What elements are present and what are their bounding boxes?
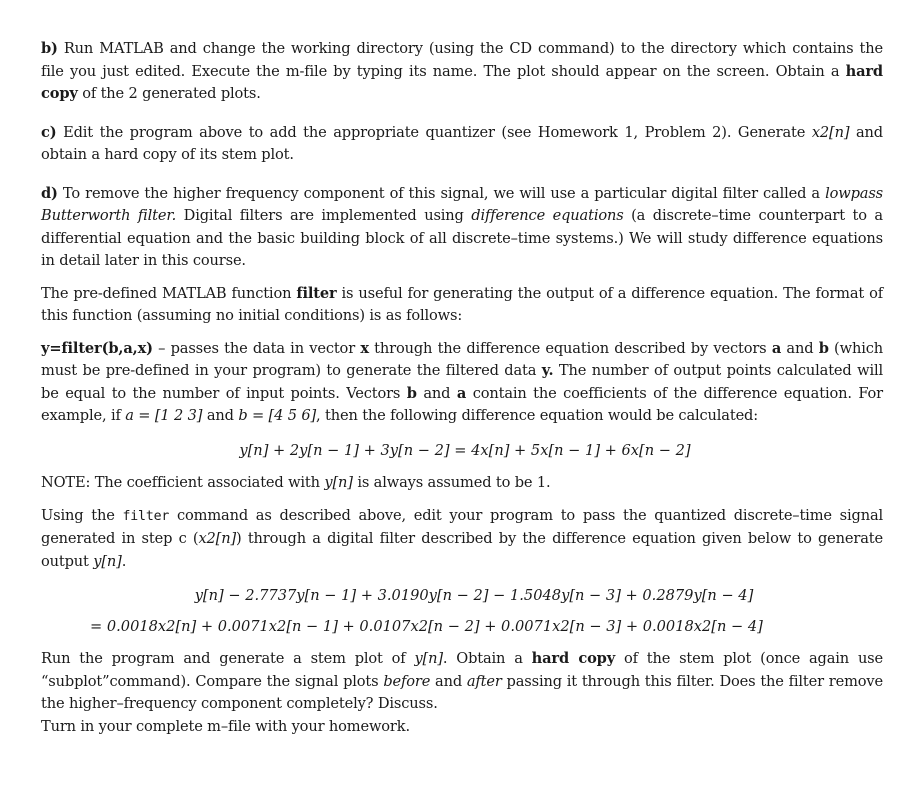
- run-program-paragraph: [41, 648, 883, 716]
- filter-format-paragraph: [41, 338, 883, 428]
- filter-format-text-9: , then the following difference equation would be calculated:: [316, 407, 759, 424]
- example-difference-equation: [41, 440, 883, 463]
- using-text-3: ) through a digital filter described by the difference equation given below to generate output: [41, 530, 883, 570]
- filter-format-bold-6: b: [406, 384, 417, 402]
- using-filter-paragraph: [41, 505, 883, 574]
- run-text-4: and: [430, 672, 467, 690]
- example-equation-text: y[n] + 2y[n − 1] + 3y[n − 2] = 4x[n] + 5x[n − 1] + 6x[n − 2]: [239, 441, 691, 459]
- run-text-1: Run the program and generate a stem plot of: [41, 650, 415, 667]
- note-paragraph: [41, 472, 883, 495]
- filter-format-bold-5: y.: [541, 362, 554, 379]
- filter-format-math-1: a = [1 2 3]: [125, 407, 203, 424]
- filter-intro-bold: filter: [296, 284, 337, 302]
- run-math: y[n]: [414, 650, 443, 667]
- part-d-text-2: Digital filters are implemented using: [176, 207, 472, 224]
- filter-intro-text-1: The pre-defined MATLAB function: [41, 284, 297, 302]
- part-c-text-2: and obtain a hard copy of its stem plot.: [41, 123, 883, 163]
- note-text-1: NOTE: The coefficient associated with: [41, 474, 325, 491]
- filter-format-text-6: and: [416, 384, 457, 402]
- part-b-paragraph: [41, 38, 883, 106]
- filter-intro-text-2: is useful for generating the output of a difference equation. The format of this function (assuming no initial conditions) is as follows:: [41, 284, 883, 324]
- filter-equation-rhs: [41, 616, 883, 639]
- filter-format-text-3: and: [781, 339, 819, 357]
- note-math: y[n]: [324, 474, 353, 491]
- using-code: filter: [122, 508, 170, 524]
- part-b-bold: hard copy: [41, 62, 883, 102]
- run-bold: hard copy: [531, 650, 616, 667]
- part-d-text-3: (a discrete–time counterpart to a differential equation and the basic building block of all discrete–time systems.) We will study difference equations in detail later in this course.: [41, 207, 883, 269]
- filter-format-bold-2: x: [360, 339, 369, 357]
- part-c-label: c): [41, 123, 57, 141]
- filter-format-text-5: The number of output points calculated will be equal to the number of input points. Vectors: [41, 362, 883, 402]
- part-d-italic-2: difference equations: [471, 207, 624, 224]
- filter-format-bold-3: a: [771, 339, 782, 357]
- turn-in-paragraph: Turn in your complete m–file with your homework.: [41, 717, 410, 735]
- filter-format-text-4: (which must be pre-defined in your program) to generate the filtered data: [41, 339, 883, 379]
- part-c-paragraph: [41, 122, 883, 167]
- using-text-1: Using the: [41, 506, 123, 524]
- using-math-1: x2[n]: [198, 530, 236, 547]
- part-d-text-1: To remove the higher frequency component of this signal, we will use a particular digital filter called a: [57, 184, 826, 202]
- run-text-3: of the stem plot (once again use “subplot”command). Compare the signal plots: [41, 650, 884, 690]
- filter-format-bold-7: a: [456, 384, 467, 402]
- filter-format-text-1: – passes the data in vector: [152, 339, 361, 357]
- filter-format-text-8: and: [202, 407, 239, 424]
- using-text-4: .: [121, 552, 127, 570]
- filter-format-bold-4: b: [818, 339, 829, 357]
- filter-equation-rhs-text: = 0.0018x2[n] + 0.0071x2[n − 1] + 0.0107x2[n − 2] + 0.0071x2[n − 3] + 0.0018x2[n − 4]: [90, 617, 763, 635]
- filter-format-bold-1: y=filter(b,a,x): [41, 339, 153, 357]
- run-text-5: passing it through this filter. Does the filter remove the higher–frequency component completely? Discuss.: [41, 672, 883, 712]
- filter-format-text-2: through the difference equation described by vectors: [368, 339, 772, 357]
- part-d-italic-1: lowpass Butterworth filter.: [41, 184, 883, 224]
- filter-format-text-7: contain the coefficients of the difference equation. For example, if: [41, 384, 883, 424]
- using-text-2: command as described above, edit your program to pass the quantized discrete–time signal generated in step c (: [41, 506, 884, 547]
- filter-equation-lhs-text: y[n] − 2.7737y[n − 1] + 3.0190y[n − 2] − 1.5048y[n − 3] + 0.2879y[n − 4]: [194, 587, 754, 604]
- part-b-text-2: of the 2 generated plots.: [77, 85, 261, 102]
- filter-equation-lhs: [41, 585, 883, 608]
- filter-format-math-2: b = [4 5 6]: [238, 407, 317, 424]
- run-text-2: . Obtain a: [442, 650, 532, 667]
- part-c-math: x2[n]: [811, 123, 850, 141]
- part-c-text-1: Edit the program above to add the appropriate quantizer (see Homework 1, Problem 2). Generate: [56, 123, 812, 141]
- run-italic-1: before: [383, 672, 431, 690]
- part-d-paragraph: [41, 183, 883, 273]
- part-b-label: b): [41, 40, 58, 57]
- filter-intro-paragraph: [41, 283, 883, 328]
- note-text-2: is always assumed to be 1.: [352, 474, 551, 491]
- using-math-2: y[n]: [93, 552, 122, 570]
- run-italic-2: after: [466, 672, 502, 690]
- part-d-label: d): [41, 184, 58, 202]
- part-b-text-1: Run MATLAB and change the working directory (using the CD command) to the directory which contains the file you just edited. Execute the m-file by typing its name. The plot should appear on the screen. Obtain a: [41, 40, 883, 80]
